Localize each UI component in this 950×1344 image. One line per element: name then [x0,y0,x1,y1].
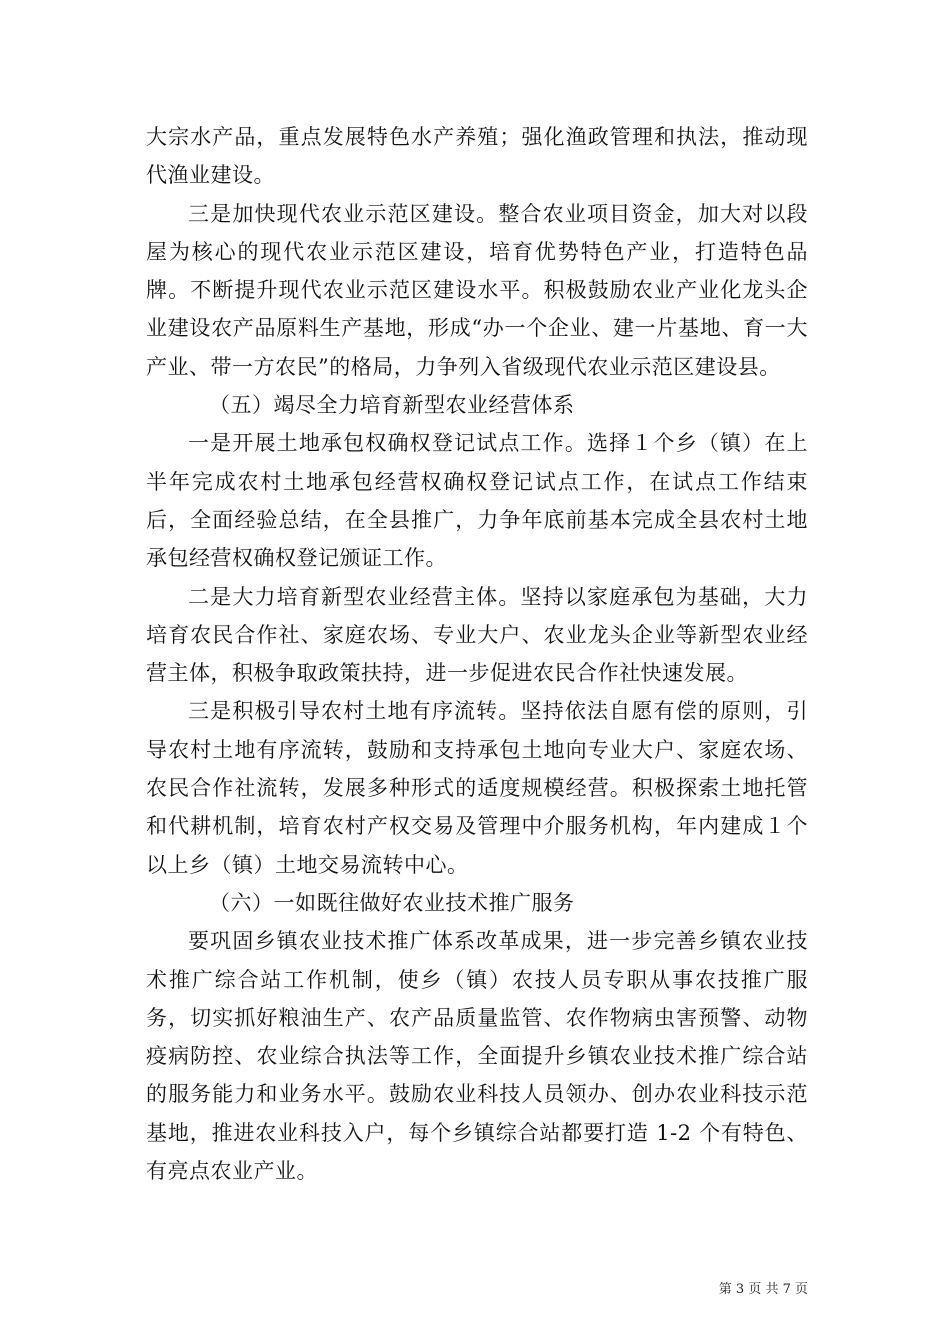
page-number: 第 3 页 共 7 页 [718,1282,808,1297]
paragraph-demo-zone: 三是加快现代农业示范区建设。整合农业项目资金，加大对以段屋为核心的现代农业示范区建设，培育优势特色产业，打造特色品牌。不断提升现代农业示范区建设水平。积极鼓励农业产业化龙头企业建设农产品原料生产基地，形成“办一个企业、建一片基地、育一大产业、带一方农民”的格局，力争列入省级现代农业示范区建设县。 [146,201,808,379]
paragraph-new-operators: 二是大力培育新型农业经营主体。坚持以家庭承包为基础，大力培育农民合作社、家庭农场、专业大户、农业龙头企业等新型农业经营主体，积极争取政策扶持，进一步促进农民合作社快速发展。 [146,584,808,686]
paragraph-land-rights-pilot: 一是开展土地承包权确权登记试点工作。选择１个乡（镇）在上半年完成农村土地承包经营权确权登记试点工作，在试点工作结束后，全面经验总结，在全县推广，力争年底前基本完成全县农村土地承包经营权确权登记颁证工作。 [146,431,808,571]
paragraph-land-transfer: 三是积极引导农村土地有序流转。坚持依法自愿有偿的原则，引导农村土地有序流转，鼓励和支持承包土地向专业大户、家庭农场、农民合作社流转，发展多种形式的适度规模经营。积极探索土地托管和代耕机制，培育农村产权交易及管理中介服务机构，年内建成１个以上乡（镇）土地交易流转中心。 [146,699,808,877]
section-heading-5: （五）竭尽全力培育新型农业经营体系 [209,393,575,418]
paragraph-tech-extension: 要巩固乡镇农业技术推广体系改革成果，进一步完善乡镇农业技术推广综合站工作机制，使乡（镇）农技人员专职从事农技推广服务，切实抓好粮油生产、农产品质量监管、农作物病虫害预警、动物疫病防控、农业综合执法等工作，全面提升乡镇农业技术推广综合站的服务能力和业务水平。鼓励农业科技人员领办、创办农业科技示范基地，推进农业科技入户，每个乡镇综合站都要打造 1-2 个有特色、有亮点农业产业。 [146,929,808,1184]
document-body [146,118,808,1190]
section-heading-6: （六）一如既往做好农业技术推广服务 [209,890,575,915]
paragraph-continuation: 大宗水产品，重点发展特色水产养殖；强化渔政管理和执法，推动现代渔业建设。 [146,125,808,188]
